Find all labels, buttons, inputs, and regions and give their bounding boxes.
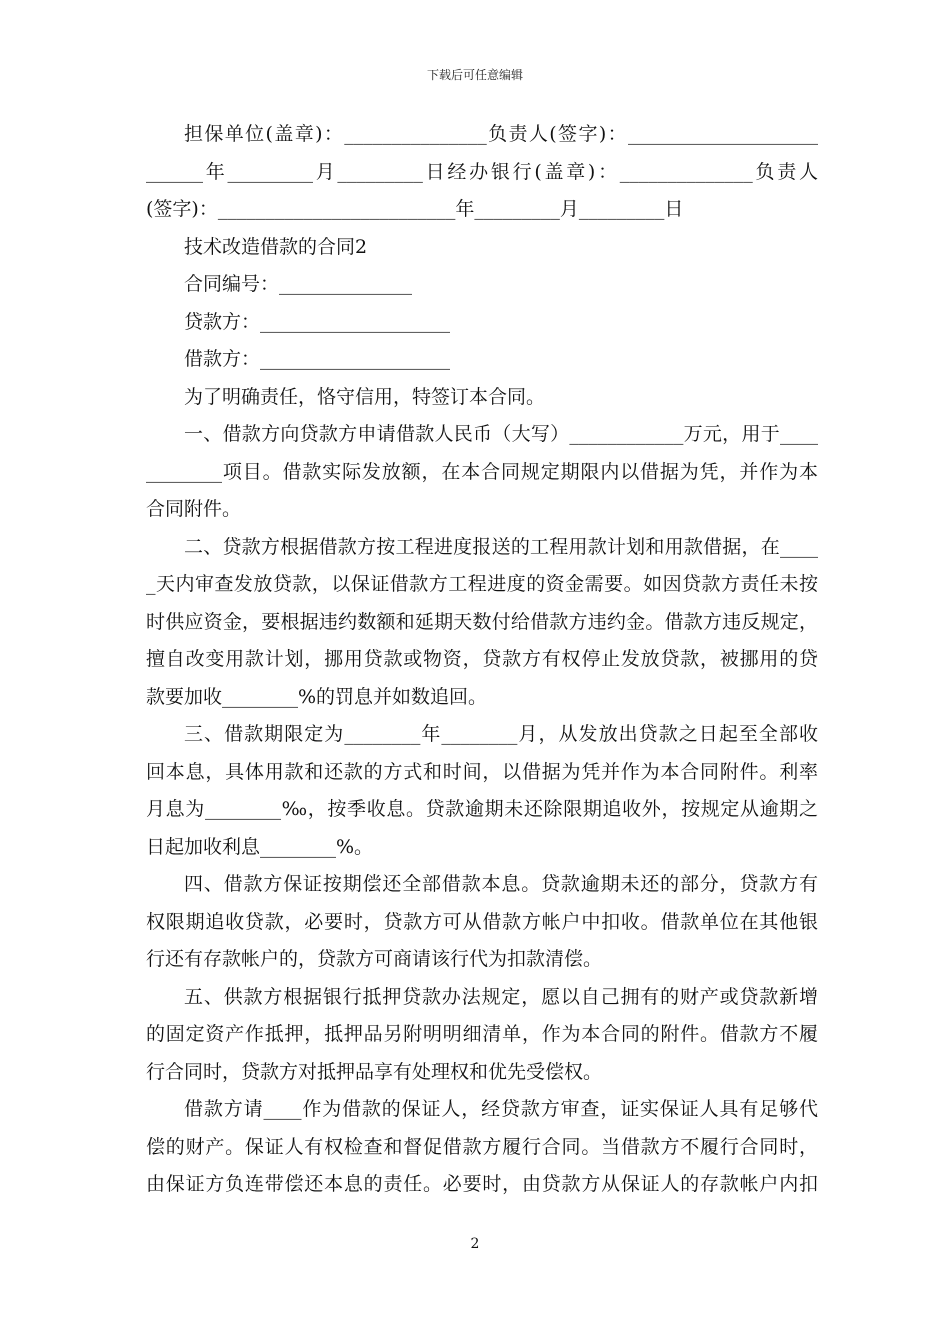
lender-field: 贷款方：____________________ [184, 310, 451, 333]
text-line: 三、借款期限定为________年________月，从发放出贷款之日起至全部收 [184, 723, 818, 745]
text-line: 行还有存款帐户的，贷款方可商请该行代为扣款清偿。 [146, 948, 603, 970]
text-line: _天内审查发放贷款，以保证借款方工程进度的资金需要。如因贷款方责任未按 [146, 573, 818, 595]
borrower-field: 借款方：____________________ [184, 348, 451, 370]
text-line: 由保证方负连带偿还本息的责任。必要时，由贷款方从保证人的存款帐户内扣 [146, 1173, 818, 1195]
text-line: 月息为________‰，按季收息。贷款逾期未还除限期追收外，按规定从逾期之 [146, 798, 818, 820]
text-line: 日起加收利息________%。 [146, 835, 374, 858]
text-line: 款要加收________%的罚息并如数追回。 [146, 685, 488, 708]
document-body [146, 116, 818, 1204]
page-header: 下载后可任意编辑 [426, 68, 523, 82]
text-line: (签字)：_________________________年_________月_________日 [146, 198, 684, 220]
text-line: 回本息，具体用款和还款的方式和时间，以借据为凭并作为本合同附件。利率 [146, 760, 818, 783]
text-line: 五、供款方根据银行抵押贷款办法规定，愿以自己拥有的财产或贷款新增 [184, 985, 818, 1008]
text-line: ________项目。借款实际发放额，在本合同规定期限内以借据为凭，并作为本 [146, 460, 818, 483]
text-line: 一、借款方向贷款方申请借款人民币（大写）____________万元，用于____ [184, 423, 818, 445]
text-line: 合同附件。 [146, 498, 242, 520]
text-line: 的固定资产作抵押，抵押品另附明明细清单，作为本合同的附件。借款方不履 [146, 1023, 818, 1045]
text-line: 担保单位(盖章)：_______________负责人(签字)：____________________ [184, 123, 818, 145]
page-number: 2 [470, 1236, 480, 1252]
contract-number-field: 合同编号：______________ [184, 273, 413, 295]
text-line: 为了明确责任，恪守信用，特签订本合同。 [184, 385, 546, 408]
text-line: 擅自改变用款计划，挪用贷款或物资，贷款方有权停止发放贷款，被挪用的贷 [146, 648, 818, 670]
text-line: 时供应资金，要根据违约数额和延期天数付给借款方违约金。借款方违反规定， [146, 610, 818, 633]
contract-title: 技术改造借款的合同2 [184, 235, 368, 258]
text-line: 借款方请____作为借款的保证人，经贷款方审查，证实保证人具有足够代 [184, 1098, 818, 1120]
text-line: 二、贷款方根据借款方按工程进度报送的工程用款计划和用款借据，在____ [184, 535, 818, 558]
text-line: ______年_________月_________日经办银行(盖章)：______________负责人 [146, 160, 818, 183]
text-line: 行合同时，贷款方对抵押品享有处理权和优先受偿权。 [146, 1060, 603, 1083]
text-line: 偿的财产。保证人有权检查和督促借款方履行合同。当借款方不履行合同时， [146, 1135, 818, 1158]
text-line: 权限期追收贷款，必要时，贷款方可从借款方帐户中扣收。借款单位在其他银 [146, 910, 818, 933]
text-line: 四、借款方保证按期偿还全部借款本息。贷款逾期未还的部分，贷款方有 [184, 873, 818, 895]
